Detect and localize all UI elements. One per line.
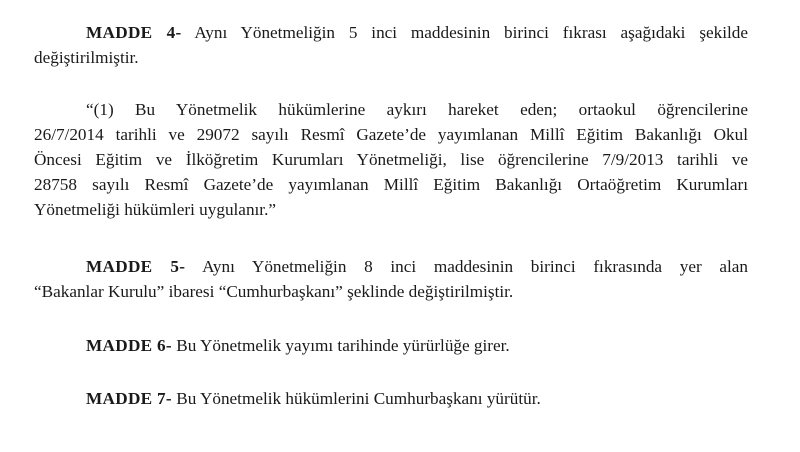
article-7-text: Bu Yönetmelik hükümlerini Cumhurbaşkanı yürütür.	[171, 389, 541, 408]
quote-line-5: Yönetmeliği hükümleri uygulanır.”	[34, 200, 277, 219]
quote-line-1: “(1) Bu Yönetmelik hükümlerine aykırı hareket eden; ortaokul öğrencilerine	[86, 100, 748, 119]
article-5-line-1	[86, 254, 748, 279]
article-5-line-2: “Bakanlar Kurulu” ibaresi “Cumhurbaşkanı” şeklinde değiştirilmiştir.	[34, 282, 514, 301]
article-5-text: Aynı Yönetmeliğin 8 inci maddesinin birinci fıkrasında yer alan	[185, 257, 748, 276]
quote-line-4: 28758 sayılı Resmî Gazete’de yayımlanan Millî Eğitim Bakanlığı Ortaöğretim Kurumları	[34, 175, 748, 194]
article-5-label: MADDE 5-	[86, 257, 186, 276]
quoted-paragraph	[34, 97, 748, 222]
article-5	[34, 254, 748, 304]
article-4-line-2: değiştirilmiştir.	[34, 48, 139, 67]
article-4-label: MADDE 4-	[86, 23, 182, 42]
quote-line-2: 26/7/2014 tarihli ve 29072 sayılı Resmî Gazete’de yayımlanan Millî Eğitim Bakanlığı Okul	[34, 125, 748, 144]
article-4	[34, 20, 749, 70]
article-7	[86, 386, 748, 411]
article-6-line-1	[86, 333, 748, 358]
quote-line-3: Öncesi Eğitim ve İlköğretim Kurumları Yönetmeliği, lise öğrencilerine 7/9/2013 tarihli ve	[34, 150, 748, 169]
article-7-label: MADDE 7-	[86, 389, 172, 408]
article-4-text: Aynı Yönetmeliğin 5 inci maddesinin birinci fıkrası aşağıdaki şekilde	[181, 23, 749, 42]
article-6-text: Bu Yönetmelik yayımı tarihinde yürürlüğe girer.	[171, 336, 510, 355]
article-7-line-1	[86, 386, 748, 411]
article-6-label: MADDE 6-	[86, 336, 172, 355]
article-6	[86, 333, 748, 358]
article-4-line-1	[86, 20, 748, 45]
